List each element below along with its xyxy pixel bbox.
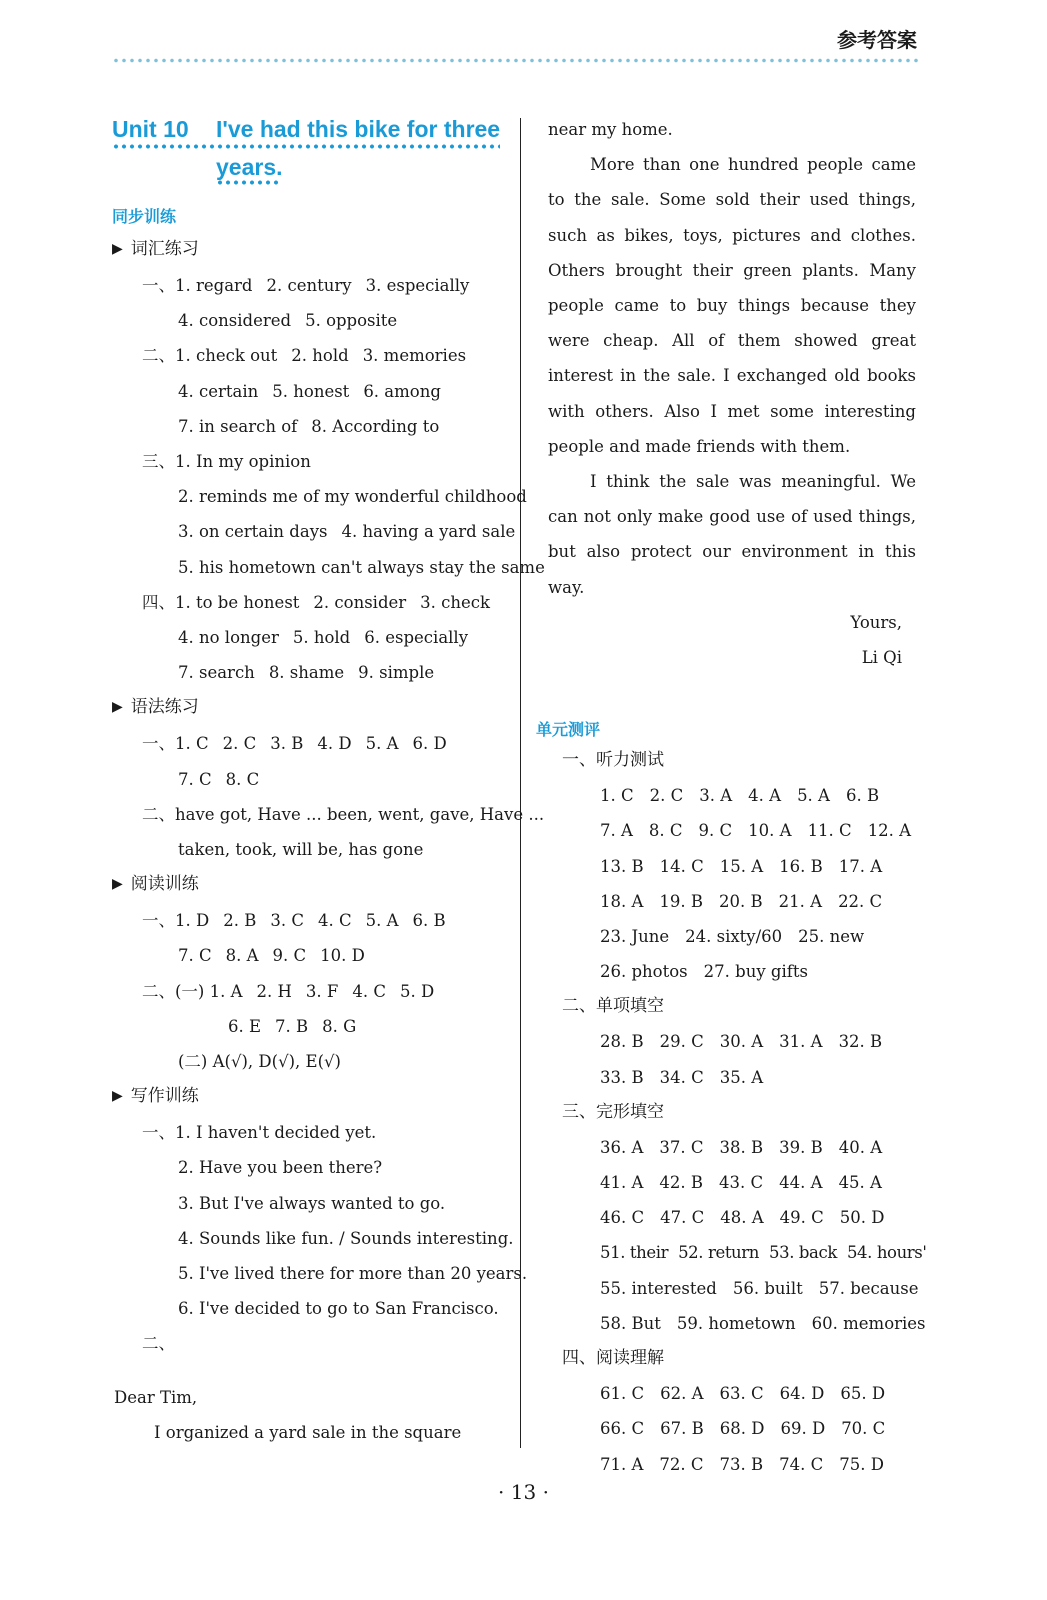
answer-line: 7. A 8. C 9. C 10. A 11. C 12. A (600, 821, 912, 841)
answer-line: 26. photos 27. buy gifts (600, 962, 808, 982)
subsection-grammar: ▶ 语法练习 (112, 697, 199, 718)
answer-line: 3. But I've always wanted to go. (178, 1193, 446, 1213)
subsection-listening: 一、听力测试 (562, 750, 664, 771)
answer-line: 2. reminds me of my wonderful childhood (178, 487, 527, 507)
answer-line: 5. I've lived there for more than 20 years. (178, 1264, 528, 1284)
unit-heading (112, 112, 512, 200)
answer-line: 7. C 8. A 9. C 10. D (178, 946, 365, 966)
letter-paragraph: I think the sale was meaningful. We can not only make good use of used things, but also protect our environment in this way. (548, 472, 916, 597)
page-number: · 13 · (498, 1480, 549, 1504)
subsection-cloze: 三、完形填空 (562, 1101, 664, 1122)
column-divider (520, 118, 521, 1448)
subsection-single-choice: 二、单项填空 (562, 996, 664, 1017)
answer-line: 一、1. regard 2. century 3. especially (142, 276, 470, 295)
triangle-bullet-icon: ▶ (112, 699, 123, 716)
answer-line: 18. A 19. B 20. B 21. A 22. C (600, 891, 883, 911)
unit-title: I've had this bike for three (216, 116, 501, 142)
answer-line: 一、1. D 2. B 3. C 4. C 5. A 6. B (142, 911, 446, 931)
right-column (536, 112, 927, 1482)
answer-line: 7. in search of 8. According to (178, 416, 440, 436)
answer-line: 二、1. check out 2. hold 3. memories (142, 346, 467, 366)
header-dotted-divider (112, 58, 920, 63)
answer-line: 二、(一) 1. A 2. H 3. F 4. C 5. D (142, 981, 435, 1001)
answer-line: 23. June 24. sixty/60 25. new (600, 927, 865, 947)
answer-line: 51. their 52. return 53. back 54. hours' (600, 1243, 927, 1263)
answer-line: 三、1. In my opinion (142, 452, 311, 472)
answer-line: taken, took, will be, has gone (178, 840, 424, 860)
answer-line: 6. E 7. B 8. G (228, 1016, 357, 1036)
left-column (112, 112, 545, 1450)
answer-line: 一、1. C 2. C 3. B 4. D 5. A 6. D (142, 734, 447, 754)
subsection-comprehension: 四、阅读理解 (562, 1348, 664, 1369)
letter-paragraph: near my home. (548, 120, 673, 139)
answer-line: 二、 (142, 1334, 175, 1354)
answer-line: 1. C 2. C 3. A 4. A 5. A 6. B (600, 786, 880, 806)
answer-line: 4. considered 5. opposite (178, 311, 398, 331)
letter-closing: Yours, (850, 612, 902, 632)
unit-number: Unit 10 (112, 116, 189, 142)
letter-greeting: Dear Tim, (114, 1387, 198, 1407)
answer-line: 55. interested 56. built 57. because (600, 1278, 919, 1298)
letter-signature: Li Qi (861, 648, 902, 668)
answer-line: (二) A(√), D(√), E(√) (178, 1052, 341, 1072)
answer-line: 71. A 72. C 73. B 74. C 75. D (600, 1454, 884, 1474)
answer-line: 33. B 34. C 35. A (600, 1067, 764, 1087)
unit-underline-2 (216, 180, 280, 185)
answer-line: 一、1. I haven't decided yet. (142, 1123, 377, 1143)
answer-line: 6. I've decided to go to San Francisco. (178, 1299, 499, 1319)
answer-line: 4. Sounds like fun. / Sounds interesting. (178, 1228, 514, 1248)
unit-title-cont: years. (216, 154, 283, 180)
section-title-test: 单元测评 (536, 720, 601, 740)
answer-line: 46. C 47. C 48. A 49. C 50. D (600, 1208, 885, 1228)
answer-line: 二、have got, Have ... been, went, gave, Have ... (142, 804, 545, 824)
answer-line: 66. C 67. B 68. D 69. D 70. C (600, 1419, 886, 1439)
answer-line: 4. no longer 5. hold 6. especially (178, 628, 469, 648)
answer-line: 7. C 8. C (178, 769, 260, 789)
unit-underline (112, 144, 500, 149)
answer-line: 28. B 29. C 30. A 31. A 32. B (600, 1032, 883, 1052)
answer-line: 3. on certain days 4. having a yard sale (178, 522, 516, 542)
answer-line: 四、1. to be honest 2. consider 3. check (142, 592, 491, 612)
triangle-bullet-icon: ▶ (112, 876, 123, 893)
letter-body (536, 112, 916, 675)
answer-line: 61. C 62. A 63. C 64. D 65. D (600, 1384, 886, 1404)
answer-line: 36. A 37. C 38. B 39. B 40. A (600, 1137, 883, 1157)
answer-line: 2. Have you been there? (178, 1158, 383, 1178)
answer-line: 4. certain 5. honest 6. among (178, 381, 441, 401)
answer-line: 58. But 59. hometown 60. memories (600, 1313, 926, 1333)
subsection-reading: ▶ 阅读训练 (112, 874, 199, 895)
answer-line: 7. search 8. shame 9. simple (178, 663, 435, 683)
answer-line: 13. B 14. C 15. A 16. B 17. A (600, 856, 883, 876)
triangle-bullet-icon: ▶ (112, 241, 123, 257)
letter-paragraph: I organized a yard sale in the square (154, 1422, 462, 1442)
triangle-bullet-icon: ▶ (112, 1088, 123, 1105)
section-title-sync: 同步训练 (112, 207, 177, 226)
page-header-title: 参考答案 (837, 28, 917, 52)
answer-line: 41. A 42. B 43. C 44. A 45. A (600, 1173, 882, 1193)
letter-paragraph: More than one hundred people came to the sale. Some sold their used things, such as bikes, toys, pictures and clothes. Others brought their green plants. Many people came to buy things because they were cheap. All of them showed great interest in the sale. I exchanged old books with others. Also I met some interesting people and made friends with them. (548, 155, 916, 456)
subsection-vocab: ▶ 词汇练习 (112, 239, 199, 259)
subsection-writing: ▶ 写作训练 (112, 1086, 199, 1107)
answer-line: 5. his hometown can't always stay the same (178, 557, 545, 577)
